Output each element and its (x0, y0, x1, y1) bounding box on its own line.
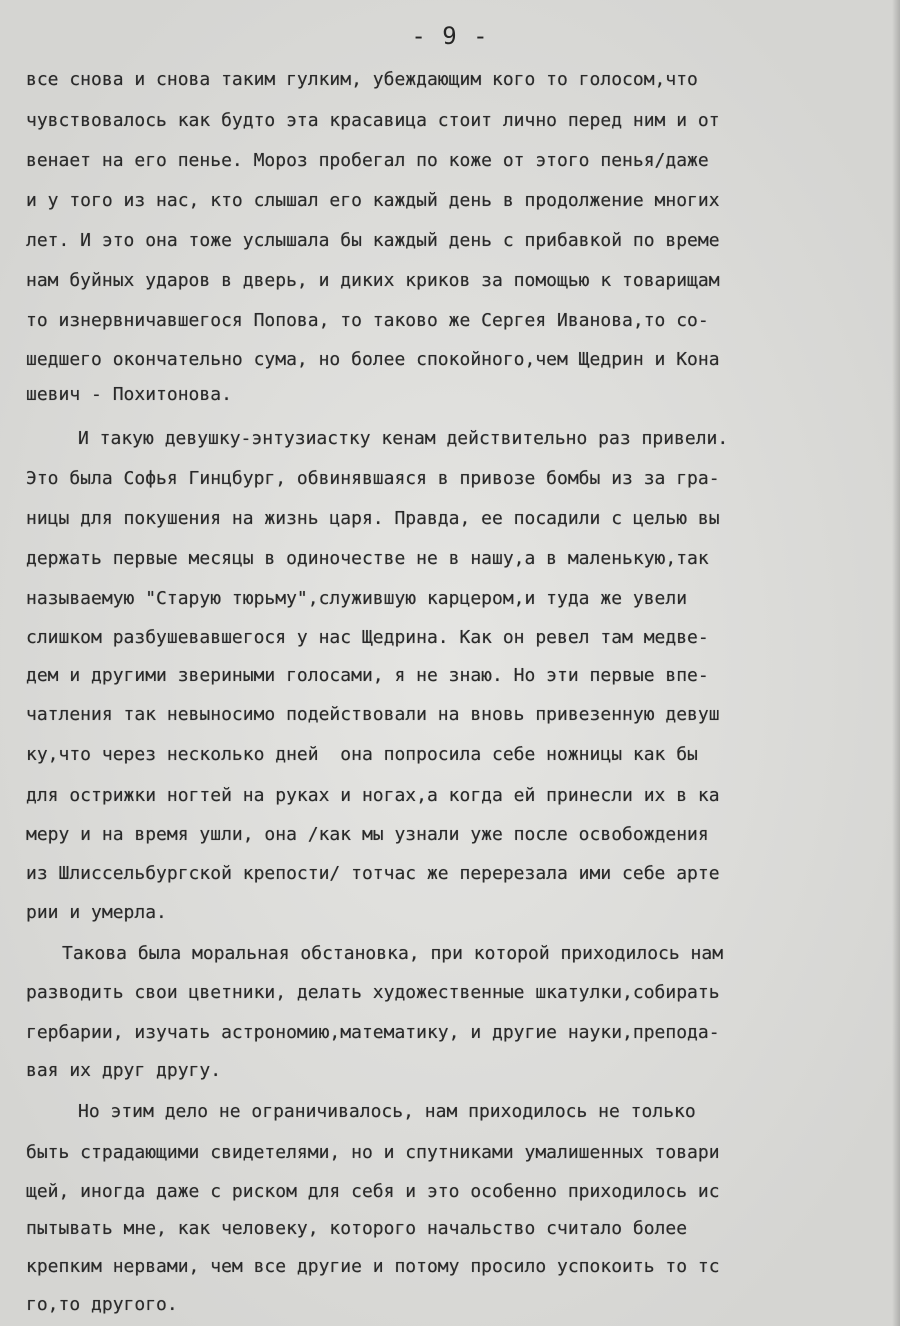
text-line: чувствовалось как будто эта красавица стоит лично перед ним и от (26, 110, 720, 131)
text-line: меру и на время ушли, она /как мы узнали уже после освобождения (26, 824, 709, 845)
text-line: слишком разбушевавшегося у нас Щедрина. Как он ревел там медве- (26, 627, 709, 648)
text-line: вая их друг другу. (26, 1060, 222, 1081)
text-line: называемую "Старую тюрьму",служившую карцером,и туда же увели (26, 588, 688, 609)
text-line: чатления так невыносимо подействовали на вновь привезенную девуш (26, 704, 720, 725)
text-line: рии и умерла. (26, 902, 167, 923)
text-line: из Шлиссельбургской крепости/ тотчас же перерезала ими себе арте (26, 863, 720, 884)
text-line: Такова была моральная обстановка, при которой приходилось нам (62, 943, 724, 964)
text-line: лет. И это она тоже услышала бы каждый день с прибавкой по време (26, 230, 720, 251)
text-line: го,то другого. (26, 1294, 178, 1315)
page-edge-shadow (892, 0, 900, 1326)
text-line: нам буйных ударов в дверь, и диких криков за помощью к товарищам (26, 270, 720, 291)
text-line: ку,что через несколько дней она попросила себе ножницы как бы (26, 744, 698, 765)
text-line: то изнервничавшегося Попова, то таково же Сергея Иванова,то со- (26, 310, 709, 331)
text-line: венает на его пенье. Мороз пробегал по коже от этого пенья/даже (26, 150, 709, 171)
text-line: шевич - Похитонова. (26, 384, 232, 405)
text-line: И такую девушку-энтузиастку кенам действительно раз привели. (78, 428, 729, 449)
text-line: держать первые месяцы в одиночестве не в нашу,а в маленькую,так (26, 548, 709, 569)
page-number: - 9 - (411, 22, 489, 50)
text-line: щей, иногда даже с риском для себя и это особенно приходилось ис (26, 1181, 720, 1202)
text-line: крепким нервами, чем все другие и потому просило успокоить то тс (26, 1256, 720, 1277)
text-line: ницы для покушения на жизнь царя. Правда, ее посадили с целью вы (26, 508, 720, 529)
text-line: и у того из нас, кто слышал его каждый день в продолжение многих (26, 190, 720, 211)
text-line: Это была Софья Гинцбург, обвинявшаяся в привозе бомбы из за гра- (26, 468, 720, 489)
text-line: быть страдающими свидетелями, но и спутниками умалишенных товари (26, 1142, 720, 1163)
text-line: дем и другими звериными голосами, я не знаю. Но эти первые впе- (26, 665, 709, 686)
text-line: Но этим дело не ограничивалось, нам приходилось не только (78, 1101, 696, 1122)
text-line: шедшего окончательно сума, но более спокойного,чем Щедрин и Кона (26, 349, 720, 370)
text-line: для острижки ногтей на руках и ногах,а когда ей принесли их в ка (26, 785, 720, 806)
text-line: гербарии, изучать астрономию,математику, и другие науки,препода- (26, 1022, 720, 1043)
text-line: все снова и снова таким гулким, убеждающим кого то голосом,что (26, 69, 698, 90)
text-line: пытывать мне, как человеку, которого начальство считало более (26, 1218, 688, 1239)
text-line: разводить свои цветники, делать художественные шкатулки,собирать (26, 982, 720, 1003)
